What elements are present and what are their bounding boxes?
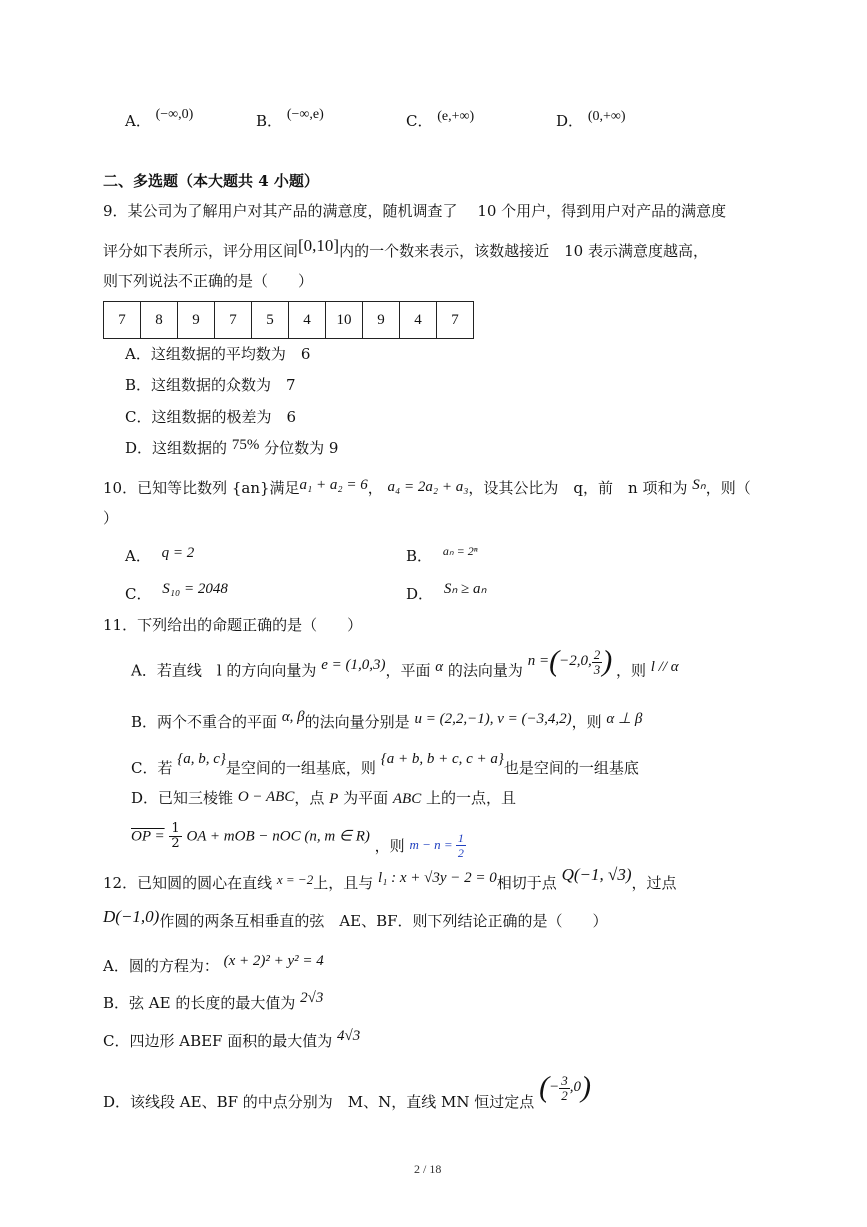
numerator: 1 (171, 821, 180, 836)
table-cell: 9 (363, 302, 400, 339)
basis-set: {a, b, c} (177, 751, 226, 767)
basis-set: {a + b, b + c, c + a} (380, 751, 504, 767)
option-text: 分位数为 9 (264, 439, 339, 457)
option-label: D． (406, 585, 434, 603)
point-tail: ,0 (569, 1079, 581, 1096)
q8-option-a (125, 107, 194, 131)
table-cell: 8 (141, 302, 178, 339)
q9-line2a: 评分如下表所示，评分用区间 (103, 242, 299, 260)
option-value: (−∞,0) (155, 107, 194, 122)
q10-option-a (125, 545, 194, 566)
table-cell: 5 (252, 302, 289, 339)
option-expr: q = 2 (161, 545, 195, 561)
q10-sn: Sₙ (692, 477, 706, 493)
q12-line1 (103, 865, 677, 893)
q9-option-c: C．这组数据的极差为 6 (125, 408, 297, 426)
tangent-line: l₁ : x + √3y − 2 = 0 (378, 870, 497, 886)
q12-option-b (103, 992, 323, 1013)
option-text: D．这组数据的 (125, 439, 228, 457)
plane-alpha: α (435, 659, 444, 676)
q10-sep: ， (367, 479, 383, 497)
q12-option-c (103, 1030, 360, 1051)
max-length: 2√3 (300, 990, 324, 1006)
q10-text: 10．已知等比数列 {an}满足 (103, 479, 300, 497)
circle-equation: (x + 2)² + y² = 4 (223, 953, 324, 969)
option-text: 也是空间的一组基底 (503, 759, 639, 777)
q10-line2: ） (103, 509, 119, 527)
option-text: A．圆的方程为： (103, 957, 219, 975)
left-paren: ( (549, 645, 560, 678)
option-text: ，则 (571, 713, 602, 731)
q11-option-d (131, 787, 516, 808)
option-text: B．弦 AE 的长度的最大值为 (103, 994, 296, 1012)
option-text: C．若 (131, 759, 173, 777)
table-cell: 10 (326, 302, 363, 339)
option-text: C．四边形 ABEF 面积的最大值为 (103, 1032, 333, 1050)
option-text: A．若直线 l 的方向向量为 (131, 661, 317, 680)
point-q: Q(−1, √3) (561, 865, 632, 884)
q9-line2b: 内的一个数来表示，该数越接近 10 表示满意度越高， (339, 242, 708, 260)
option-text: 的法向量分别是 (304, 713, 410, 731)
q12-text: ，过点 (631, 874, 677, 892)
q11-option-a (131, 645, 679, 689)
table-cell: 7 (215, 302, 252, 339)
option-value: (e,+∞) (437, 109, 475, 124)
fixed-point (539, 1071, 591, 1104)
q12-text: 12．已知圆的圆心在直线 (103, 874, 273, 892)
normal-vectors: u = (2,2,−1), v = (−3,4,2) (414, 711, 572, 727)
denominator: 2 (171, 836, 180, 851)
q8-option-d (556, 110, 626, 131)
q9-option-a: A．这组数据的平均数为 6 (125, 345, 311, 363)
conclusion-expr: m − n = (409, 836, 453, 852)
fraction (169, 822, 181, 851)
q11-option-b (131, 711, 642, 732)
numerator: 1 (457, 831, 464, 846)
q11-equation (131, 821, 466, 861)
q10-option-c (125, 583, 228, 604)
q12-option-d (103, 1071, 591, 1112)
option-expr: Sₙ ≥ aₙ (443, 581, 487, 597)
option-text: 上的一点，且 (426, 789, 517, 807)
right-paren: ) (602, 645, 613, 678)
table-cell: 4 (400, 302, 437, 339)
option-text: 是空间的一组基底，则 (225, 759, 376, 777)
minus-sign: − (549, 1079, 560, 1096)
fraction (592, 648, 603, 677)
q12-text: 作圆的两条互相垂直的弦 AE、BF．则下列结论正确的是（ ） (159, 912, 608, 930)
then-text: ，则 (374, 836, 405, 855)
table-cell: 9 (178, 302, 215, 339)
q9-option-b: B．这组数据的众数为 7 (125, 376, 296, 394)
q10-cond2: a₄ = 2a₂ + a₃ (387, 479, 469, 495)
option-label: D． (556, 112, 584, 130)
conclusion (409, 831, 465, 861)
section-title: 二、多选题（本大题共 4 小题） (103, 172, 319, 190)
option-expr: S₁₀ = 2048 (162, 581, 228, 597)
q10-text: ，则（ (705, 479, 751, 497)
numerator: 3 (561, 1072, 568, 1088)
q10-text: ，设其公比为 q，前 n 项和为 (468, 479, 688, 497)
score-table (103, 301, 474, 339)
option-text: ，则 (615, 661, 646, 680)
q9-option-d (125, 437, 338, 458)
left-paren: ( (539, 1071, 550, 1104)
vector-e: e = (1,0,3) (321, 657, 386, 674)
option-label: B． (406, 547, 433, 565)
q11-option-c (131, 751, 639, 778)
relation: α ⊥ β (606, 711, 643, 727)
option-text: D．该线段 AE、BF 的中点分别为 M、N，直线 MN 恒过定点 (103, 1093, 535, 1112)
center-line: x = −2 (276, 872, 314, 887)
option-value: (−∞,e) (286, 107, 324, 122)
q8-option-c (406, 110, 474, 131)
q9-interval: [0,10] (298, 236, 340, 255)
option-text: ，平面 (385, 661, 431, 680)
q10-line1 (103, 477, 751, 498)
page-number: 2 / 18 (414, 1162, 442, 1176)
table-cell: 7 (104, 302, 141, 339)
option-value: (0,+∞) (587, 109, 626, 124)
vector-n-components: −2,0, (559, 653, 592, 670)
denominator: 2 (457, 846, 464, 861)
option-label: A． (125, 112, 151, 130)
denominator: 3 (593, 661, 601, 677)
q10-option-b (406, 545, 477, 566)
q9-line2 (103, 236, 708, 261)
fraction (559, 1074, 570, 1103)
relation: l // α (650, 659, 679, 676)
option-text: B．两个不重合的平面 (131, 713, 278, 731)
q12-option-a (103, 955, 324, 976)
option-text: D．已知三棱锥 (131, 789, 234, 807)
denominator: 2 (561, 1087, 568, 1103)
eq-left: OP = (131, 828, 165, 845)
table-cell: 4 (289, 302, 326, 339)
max-area: 4√3 (337, 1028, 361, 1044)
q9-line1: 9．某公司为了解用户对其产品的满意度，随机调查了 10 个用户，得到用户对产品的满意度 (103, 202, 727, 220)
numerator: 2 (593, 646, 601, 662)
q10-option-d (406, 583, 487, 604)
vector-n (527, 645, 616, 678)
plane-abc: ABC (392, 791, 422, 807)
q8-option-b (256, 107, 324, 131)
option-label: C． (406, 112, 433, 130)
q11-line1: 11．下列给出的命题正确的是（ ） (103, 616, 363, 634)
q12-line2 (103, 907, 608, 931)
option-label: B． (256, 112, 283, 130)
table-cell: 7 (437, 302, 474, 339)
vector-n-label: n = (527, 653, 550, 670)
option-text: ，点 (294, 789, 325, 807)
right-paren: ) (580, 1071, 591, 1104)
q12-text: 上，且与 (313, 874, 374, 892)
pyramid: O − ABC (237, 789, 295, 805)
option-expr: aₙ = 2ⁿ (442, 544, 478, 558)
option-label: A． (125, 547, 151, 565)
q10-cond1: a₁ + a₂ = 6 (299, 477, 368, 493)
option-text: 为平面 (343, 789, 389, 807)
point-p: P (329, 791, 339, 807)
option-text: 的法向量为 (447, 661, 523, 680)
q9-line3: 则下列说法不正确的是（ ） (103, 272, 314, 290)
option-label: C． (125, 585, 152, 603)
point-d: D(−1,0) (103, 907, 160, 926)
percent-value: 75% (231, 437, 260, 453)
fraction (456, 831, 466, 860)
planes: α, β (281, 709, 305, 725)
table-row (104, 302, 474, 339)
q12-text: 相切于点 (496, 874, 557, 892)
eq-right: OA + mOB − nOC (n, m ∈ R) (186, 828, 370, 845)
